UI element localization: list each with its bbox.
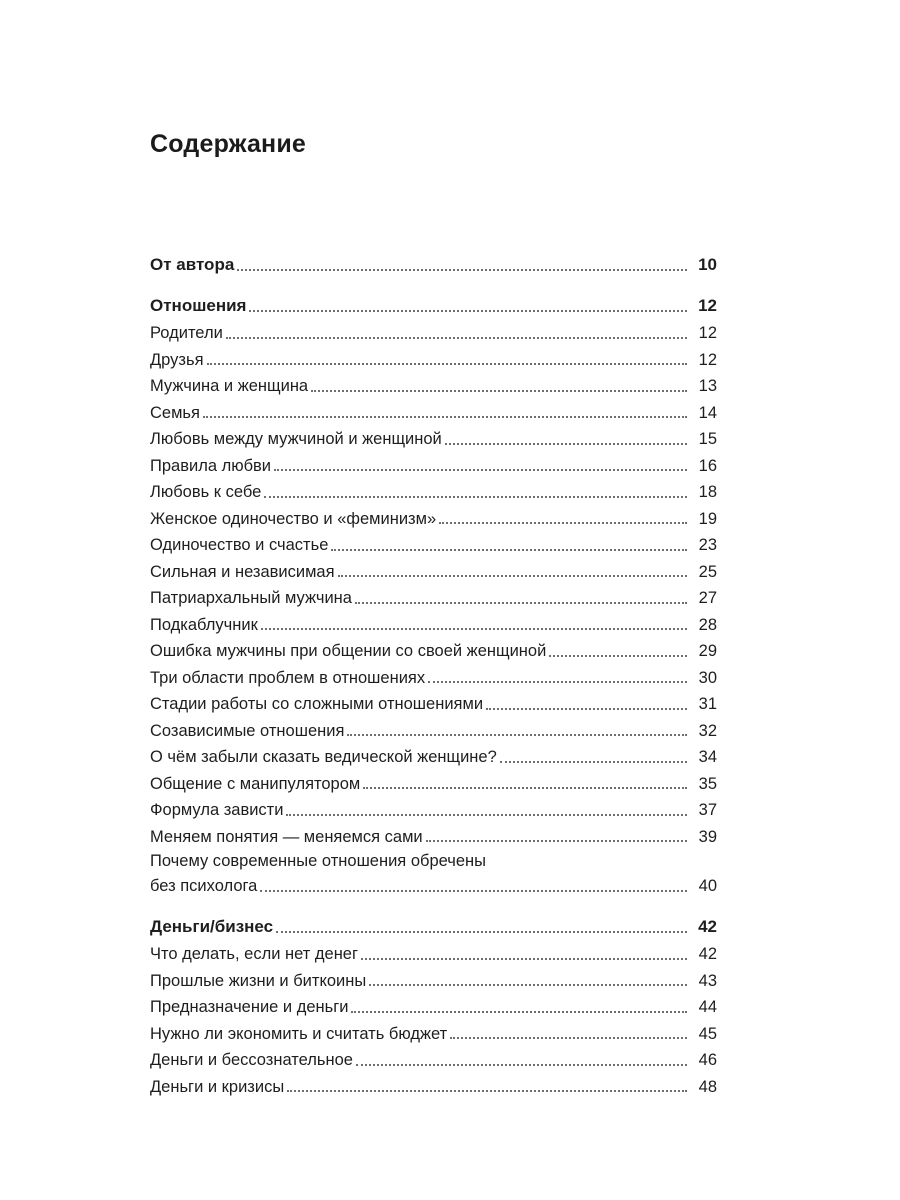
dot-leader	[276, 931, 687, 933]
toc-entry[interactable]	[150, 585, 717, 612]
toc-entry-multiline[interactable]	[150, 850, 717, 900]
toc-page-number: 16	[698, 456, 717, 475]
toc-entry[interactable]	[150, 479, 717, 506]
dot-leader	[264, 496, 687, 498]
dot-leader	[249, 310, 687, 312]
toc-page-number: 14	[698, 403, 717, 422]
toc-entry-title: Формула зависти	[150, 801, 284, 819]
toc-entry[interactable]	[150, 453, 717, 480]
dot-leader	[226, 337, 687, 339]
toc-entry-title: Друзья	[150, 350, 204, 369]
toc-entry-title: Меняем понятия — меняемся сами	[150, 827, 423, 846]
toc-page-number: 43	[698, 971, 717, 990]
toc-page-number: 12	[698, 350, 717, 369]
toc-entry-title: О чём забыли сказать ведической женщине?	[150, 748, 497, 766]
dot-leader	[426, 840, 687, 842]
dot-leader	[500, 761, 687, 763]
toc-entry-title: Нужно ли экономить и считать бюджет	[150, 1024, 448, 1043]
toc-section-money-business	[150, 913, 717, 1100]
toc-entry-title: Семья	[150, 403, 200, 422]
dot-leader	[428, 681, 687, 683]
toc-section-author	[150, 251, 717, 279]
toc-page-number: 34	[698, 748, 717, 766]
toc-page-number: 31	[698, 695, 717, 713]
toc-entry-title: Ошибка мужчины при общении со своей женщиной	[150, 642, 547, 660]
toc-entry-title-line2-row	[150, 873, 717, 900]
toc-entry[interactable]	[150, 1074, 717, 1101]
book-page	[150, 0, 717, 1200]
toc-entry-title: Созависимые отношения	[150, 721, 345, 740]
toc-entry[interactable]	[150, 320, 717, 347]
toc-page-number: 29	[698, 642, 717, 660]
dot-leader	[311, 390, 687, 392]
dot-leader	[361, 958, 687, 960]
toc-entry[interactable]	[150, 941, 717, 968]
dot-leader	[445, 443, 687, 445]
toc-page-number: 32	[698, 721, 717, 740]
dot-leader	[207, 363, 687, 365]
toc-section-relationships	[150, 292, 717, 900]
toc-entry-title: Женское одиночество и «феминизм»	[150, 509, 437, 528]
toc-entry-title: Любовь между мужчиной и женщиной	[150, 430, 442, 448]
toc-entry[interactable]	[150, 506, 717, 533]
toc-entry-title: Правила любви	[150, 456, 272, 475]
dot-leader	[338, 575, 687, 577]
toc-page-number: 30	[698, 668, 717, 687]
toc-entry[interactable]	[150, 638, 717, 665]
toc-entry[interactable]	[150, 347, 717, 374]
toc-entry[interactable]	[150, 373, 717, 400]
toc-entry-title: Что делать, если нет денег	[150, 945, 358, 963]
toc-page-number: 25	[698, 562, 717, 581]
toc-entry[interactable]	[150, 968, 717, 995]
toc-page-number: 48	[698, 1077, 717, 1096]
toc-page-number: 13	[698, 377, 717, 395]
toc-page-number: 19	[698, 509, 717, 528]
dot-leader	[203, 416, 687, 418]
dot-leader	[439, 522, 687, 524]
toc-heading-entry[interactable]	[150, 913, 717, 941]
dot-leader	[355, 602, 687, 604]
toc-entry-title: Любовь к себе	[150, 483, 262, 501]
toc-entry-title: Отношения	[150, 296, 247, 315]
toc-entry-title: Общение с манипулятором	[150, 774, 361, 793]
dot-leader	[351, 1011, 687, 1013]
toc-page-number: 44	[698, 998, 717, 1016]
toc-entry-title-line2: без психолога	[150, 877, 258, 895]
toc-entry-title: Прошлые жизни и биткоины	[150, 971, 367, 990]
toc-page-number: 12	[698, 296, 717, 315]
toc-heading-entry[interactable]	[150, 251, 717, 279]
toc-entry[interactable]	[150, 824, 717, 851]
toc-page-number: 39	[698, 827, 717, 846]
dot-leader	[363, 787, 687, 789]
toc-entry[interactable]	[150, 1021, 717, 1048]
toc-entry-title: Мужчина и женщина	[150, 377, 309, 395]
dot-leader	[237, 269, 687, 271]
toc-page-number: 42	[698, 945, 717, 963]
page-title: Содержание	[150, 130, 307, 158]
toc-entry[interactable]	[150, 691, 717, 718]
toc-entry[interactable]	[150, 400, 717, 427]
toc-entry-title: От автора	[150, 255, 235, 274]
toc-page-number: 15	[698, 430, 717, 448]
toc-heading-entry[interactable]	[150, 292, 717, 320]
toc-page-number: 42	[698, 917, 717, 936]
toc-page-number: 45	[698, 1024, 717, 1043]
toc-entry[interactable]	[150, 1047, 717, 1074]
toc-page-number: 23	[698, 536, 717, 554]
toc-page-number: 10	[698, 255, 717, 274]
toc-page-number: 46	[698, 1051, 717, 1069]
toc-page-number: 40	[698, 877, 717, 895]
toc-entry[interactable]	[150, 612, 717, 639]
toc-entry[interactable]	[150, 744, 717, 771]
toc-entry[interactable]	[150, 718, 717, 745]
toc-entry-title: Деньги и кризисы	[150, 1077, 285, 1096]
dot-leader	[549, 655, 687, 657]
toc-entry[interactable]	[150, 771, 717, 798]
dot-leader	[274, 469, 687, 471]
toc-entry[interactable]	[150, 994, 717, 1021]
dot-leader	[356, 1064, 687, 1066]
toc-entry-title: Три области проблем в отношениях	[150, 668, 426, 687]
toc-page-number: 12	[698, 324, 717, 342]
toc-entry[interactable]	[150, 426, 717, 453]
toc-entry-title-line1: Почему современные отношения обречены	[150, 852, 487, 870]
toc-entry-title: Патриархальный мужчина	[150, 589, 352, 607]
table-of-contents	[150, 251, 717, 1100]
toc-page-number: 37	[698, 801, 717, 819]
toc-entry[interactable]	[150, 559, 717, 586]
dot-leader	[486, 708, 687, 710]
dot-leader	[260, 890, 687, 892]
toc-entry[interactable]	[150, 532, 717, 559]
toc-entry[interactable]	[150, 665, 717, 692]
toc-page-number: 35	[698, 774, 717, 793]
toc-entry-title: Деньги и бессознательное	[150, 1051, 353, 1069]
dot-leader	[261, 628, 687, 630]
toc-page-number: 28	[698, 615, 717, 634]
toc-entry-title: Сильная и независимая	[150, 562, 335, 581]
dot-leader	[286, 814, 687, 816]
toc-page-number: 18	[698, 483, 717, 501]
dot-leader	[450, 1037, 687, 1039]
dot-leader	[347, 734, 687, 736]
toc-entry-title: Одиночество и счастье	[150, 536, 329, 554]
toc-entry-title: Родители	[150, 324, 223, 342]
dot-leader	[331, 549, 687, 551]
toc-entry-title: Подкаблучник	[150, 615, 258, 634]
dot-leader	[287, 1090, 687, 1092]
toc-entry-title: Стадии работы со сложными отношениями	[150, 695, 484, 713]
toc-entry-title: Деньги/бизнес	[150, 917, 274, 936]
dot-leader	[369, 984, 687, 986]
toc-entry-title: Предназначение и деньги	[150, 998, 349, 1016]
toc-page-number: 27	[698, 589, 717, 607]
toc-entry[interactable]	[150, 797, 717, 824]
